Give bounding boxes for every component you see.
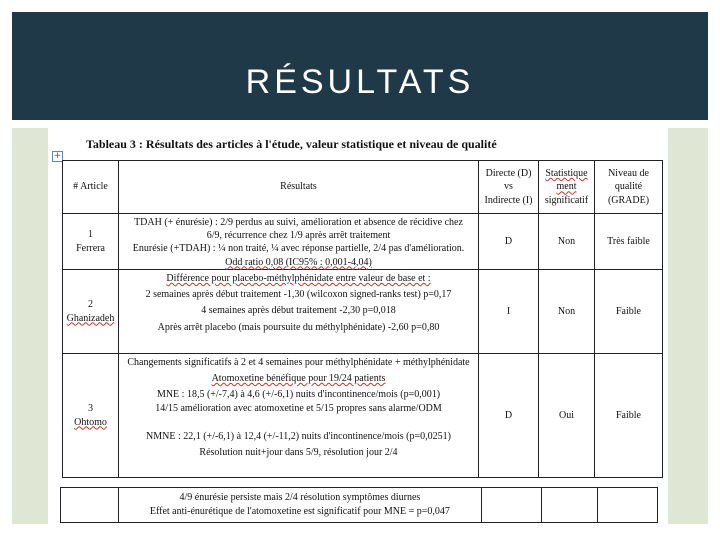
result-line: 4 semaines après début traitement -2,30 p=0,018 — [201, 305, 396, 317]
table-header-row — [63, 161, 663, 214]
table-row — [63, 214, 663, 270]
directe-cell: I — [479, 270, 539, 354]
result-line: 6/9, récurrence chez 1/9 après arrêt traitement — [206, 230, 391, 242]
significatif-cell: Non — [539, 270, 595, 354]
article-number: 2 — [88, 299, 93, 311]
results-table — [62, 160, 663, 478]
header-niveau-line: (GRADE) — [607, 194, 650, 206]
article-author: Ferrera — [76, 242, 105, 254]
header-statistique — [539, 161, 595, 214]
header-statistique-line: ment — [556, 181, 577, 193]
slide-header — [12, 12, 708, 120]
results-cell — [119, 354, 479, 478]
article-author: Ohtomo — [74, 416, 107, 428]
article-number: 3 — [88, 403, 93, 415]
side-band-left — [12, 128, 48, 524]
empty-cell — [541, 488, 597, 523]
grade-cell: Faible — [595, 270, 663, 354]
header-niveau — [595, 161, 663, 214]
empty-cell — [597, 488, 657, 523]
empty-cell — [61, 488, 119, 523]
header-directe-line: vs — [504, 181, 513, 193]
table-anchor-icon[interactable]: + — [53, 151, 62, 161]
result-line: Effet anti-énurétique de l'atomoxetine est significatif pour MNE = p=0,047 — [149, 506, 450, 517]
directe-cell: D — [479, 354, 539, 478]
table-row — [61, 488, 658, 523]
header-directe — [479, 161, 539, 214]
results-cell — [119, 270, 479, 354]
result-line: 14/15 amélioration avec atomoxetine et 5/15 propres sans alarme/ODM — [155, 402, 442, 414]
empty-cell — [481, 488, 541, 523]
article-cell — [63, 270, 119, 354]
grade-cell: Faible — [595, 354, 663, 478]
header-statistique-line: Statistique — [545, 168, 588, 180]
header-resultats: Résultats — [119, 161, 479, 214]
result-line: Changements significatifs à 2 et 4 semaines pour méthylphénidate + méthylphénidate — [127, 357, 470, 368]
continuation-table — [60, 487, 658, 523]
header-niveau-line: Niveau de — [608, 168, 649, 180]
article-number: 1 — [88, 229, 93, 241]
article-cell — [63, 354, 119, 478]
grade-cell: Très faible — [595, 214, 663, 270]
result-line: Atomoxetine bénéfique pour 19/24 patients — [211, 373, 386, 385]
results-cell — [119, 488, 482, 523]
table-caption: Tableau 3 : Résultats des articles à l'étude, valeur statistique et niveau de qualité — [86, 137, 497, 151]
results-cell — [119, 214, 479, 270]
side-band-right — [668, 128, 708, 524]
result-line: TDAH (+ énurésie) : 2/9 perdus au suivi, amélioration et absence de récidive chez — [134, 217, 463, 228]
header-article: # Article — [63, 161, 119, 214]
article-cell — [63, 214, 119, 270]
result-line — [121, 415, 476, 427]
article-author: Ghanizadeh — [66, 312, 115, 324]
result-line: Odd ratio 0,08 (IC95% : 0,001-4,04) — [225, 256, 372, 268]
slide-title: RÉSULTATS — [245, 63, 475, 101]
result-line: Après arrêt placebo (mais poursuite du méthylphénidate) -2,60 p=0,80 — [157, 321, 440, 333]
result-line: MNE : 18,5 (+/-7,4) à 4,6 (+/-6,1) nuits d'incontinence/mois (p=0,001) — [156, 389, 441, 401]
table-row — [63, 354, 663, 478]
header-niveau-line: qualité — [614, 181, 643, 193]
table-row — [63, 270, 663, 354]
result-line: NMNE : 22,1 (+/-6,1) à 12,4 (+/-11,2) nuits d'incontinence/mois (p=0,0251) — [146, 430, 451, 442]
result-line: Différence pour placebo-méthylphénidate entre valeur de base et : — [166, 273, 431, 284]
directe-cell: D — [479, 214, 539, 270]
header-statistique-line: significatif — [544, 194, 589, 206]
significatif-cell: Oui — [539, 354, 595, 478]
significatif-cell: Non — [539, 214, 595, 270]
result-line: Résolution nuit+jour dans 5/9, résolution jour 2/4 — [199, 447, 398, 459]
result-line: 4/9 énurésie persiste mais 2/4 résolution symptômes diurnes — [179, 492, 421, 503]
header-directe-line: Indirecte (I) — [484, 194, 533, 206]
result-line: Enurésie (+TDAH) : ¼ non traité, ¼ avec réponse partielle, 2/4 pas d'amélioration. — [132, 243, 465, 255]
result-line: 2 semaines après début traitement -1,30 (wilcoxon signed-ranks test) p=0,17 — [145, 289, 452, 301]
header-directe-line: Directe (D) — [485, 168, 532, 180]
